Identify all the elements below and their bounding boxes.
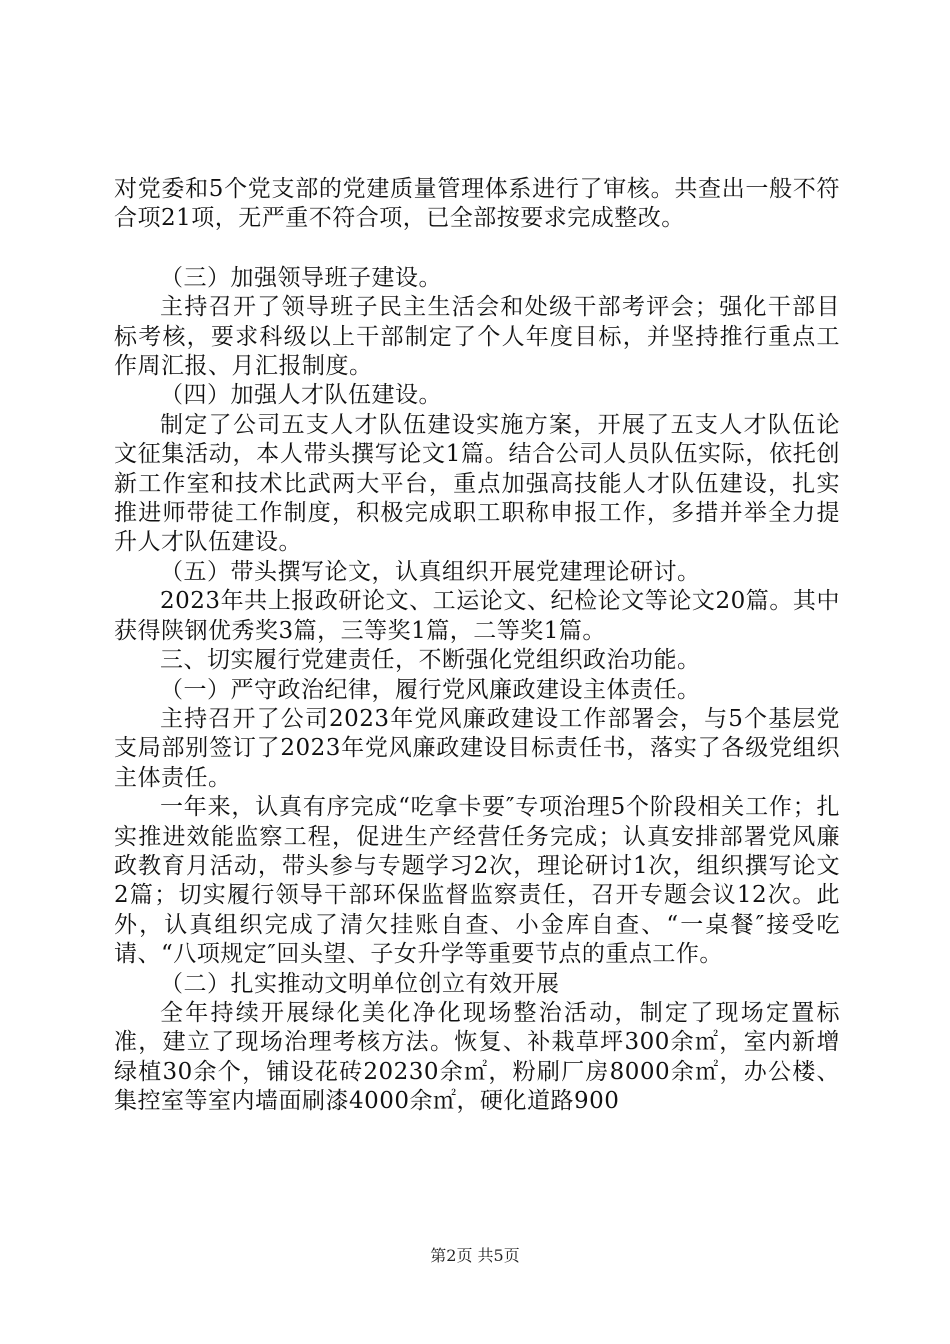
- heading-papers: （五）带头撰写论文，认真组织开展党建理论研讨。: [160, 558, 701, 585]
- heading-civilization: （二）扎实推动文明单位创立有效开展: [160, 970, 560, 997]
- paragraph-leadership: 主持召开了领导班子民主生活会和处级干部考评会；强化干部目标考核，要求科级以上干部制定了个人年度目标，并坚持推行重点工作周汇报、月汇报制度。: [114, 294, 840, 380]
- heading-section-three: 三、切实履行党建责任，不断强化党组织政治功能。: [160, 647, 701, 674]
- heading-leadership: （三）加强领导班子建设。: [160, 264, 442, 291]
- paragraph-papers: 2023年共上报政研论文、工运论文、纪检论文等论文20篇。其中获得陕钢优秀奖3篇，三等奖1篇，二等奖1篇。: [114, 588, 840, 644]
- paragraph-gap: [114, 234, 840, 264]
- page-footer: 第2页 共5页: [430, 1246, 520, 1265]
- heading-talent: （四）加强人才队伍建设。: [160, 382, 442, 409]
- paragraph-greening: 全年持续开展绿化美化净化现场整治活动，制定了现场定置标准，建立了现场治理考核方法。恢复、补栽草坪300余㎡，室内新增绿植30余个，铺设花砖20230余㎡，粉刷厂房8000余㎡，办公楼、集控室等室内墙面刷漆4000余㎡，硬化道路900: [114, 999, 840, 1115]
- paragraph-discipline-meeting: 主持召开了公司2023年党风廉政建设工作部署会，与5个基层党支局部别签订了2023年党风廉政建设目标责任书，落实了各级党组织主体责任。: [114, 705, 840, 791]
- document-body: [114, 175, 840, 1117]
- paragraph-audit-summary: 对党委和5个党支部的党建质量管理体系进行了审核。共查出一般不符合项21项，无严重不符合项，已全部按要求完成整改。: [114, 176, 840, 232]
- paragraph-talent: 制定了公司五支人才队伍建设实施方案，开展了五支人才队伍论文征集活动，本人带头撰写论文1篇。结合公司人员队伍实际，依托创新工作室和技术比武两大平台，重点加强高技能人才队伍建设，扎实推进师带徒工作制度，积极完成职工职称申报工作，多措并举全力提升人才队伍建设。: [114, 411, 840, 556]
- paragraph-year-review: 一年来，认真有序完成“吃拿卡要″专项治理5个阶段相关工作；扎实推进效能监察工程，促进生产经营任务完成；认真安排部署党风廉政教育月活动，带头参与专题学习2次，理论研讨1次，组织撰写论文2篇；切实履行领导干部环保监督监察责任，召开专题会议12次。此外，认真组织完成了清欠挂账自查、小金库自查、“一桌餐″接受吃请、“八项规定″回头望、子女升学等重要节点的重点工作。: [114, 794, 840, 968]
- heading-discipline: （一）严守政治纪律，履行党风廉政建设主体责任。: [160, 676, 701, 703]
